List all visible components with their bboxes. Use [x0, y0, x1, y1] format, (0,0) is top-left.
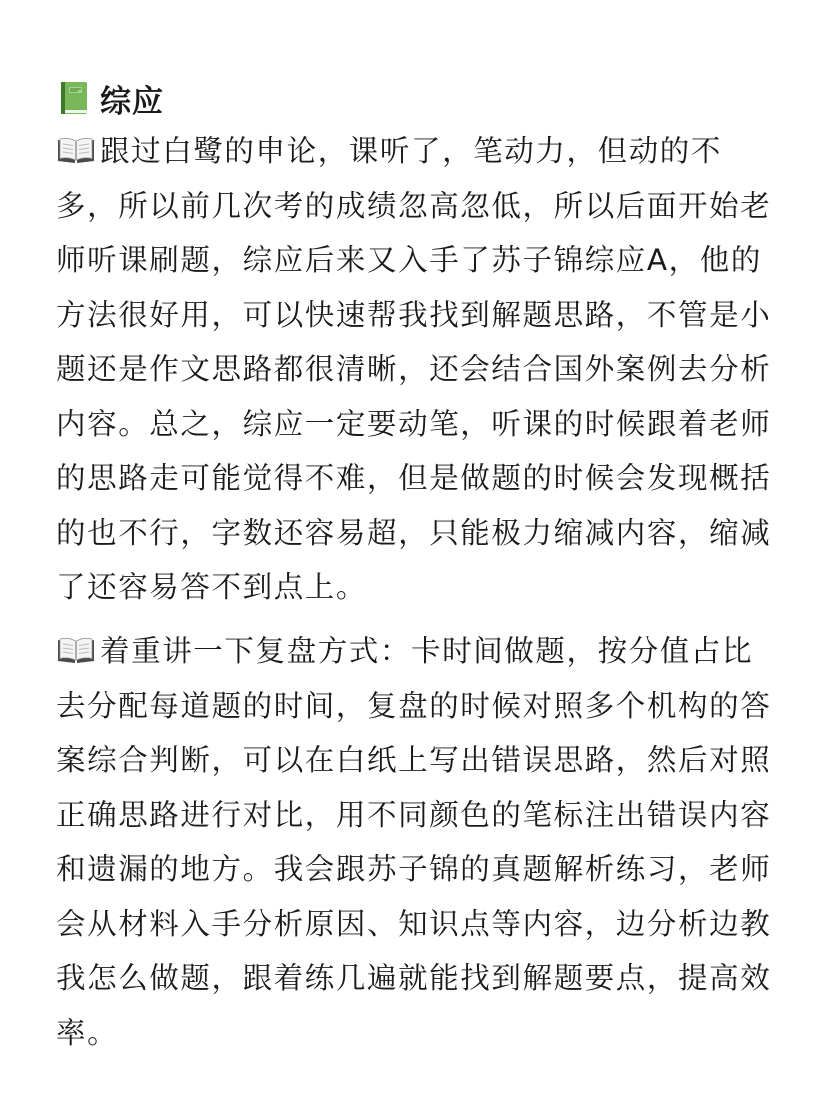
section-heading	[58, 78, 164, 118]
green-book-icon	[58, 80, 90, 116]
heading-title: 综应	[100, 83, 164, 120]
paragraph-1-text: 跟过白鹭的申论，课听了，笔动力，但动的不多，所以前几次考的成绩忽高忽低，所以后面开始老师听课刷题，综应后来又入手了苏子锦综应A，他的方法很好用，可以快速帮我找到解题思路，不管是小题还是作文思路都很清晰，还会结合国外案例去分析内容。总之，综应一定要动笔，听课的时候跟着老师的思路走可能觉得不难，但是做题的时候会发现概括的也不行，字数还容易超，只能极力缩减内容，缩减了还容易答不到点上。	[56, 134, 772, 604]
open-book-icon	[56, 635, 96, 665]
paragraph-2	[56, 624, 772, 1060]
paragraph-2-text: 着重讲一下复盘方式：卡时间做题，按分值占比去分配每道题的时间，复盘的时候对照多个机构的答案综合判断，可以在白纸上写出错误思路，然后对照正确思路进行对比，用不同颜色的笔标注出错误内容和遗漏的地方。我会跟苏子锦的真题解析练习，老师会从材料入手分析原因、知识点等内容，边分析边教我怎么做题，跟着练几遍就能找到解题要点，提高效率。	[56, 634, 772, 1050]
open-book-icon	[56, 135, 96, 165]
paragraph-1	[56, 124, 772, 615]
